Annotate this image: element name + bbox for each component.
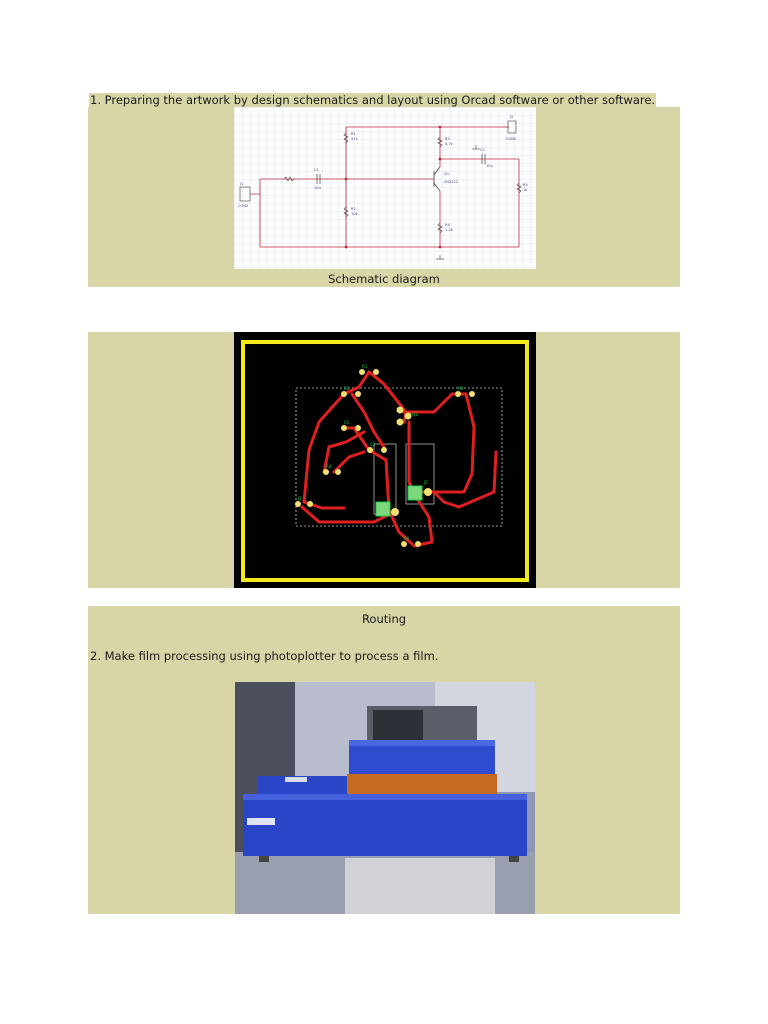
c2-value: 10u — [486, 164, 493, 168]
schematic-diagram — [234, 107, 536, 269]
photoplotter-panel — [88, 606, 680, 914]
pcb-r4-label: R4 — [326, 464, 332, 469]
r5-label: R5 — [523, 183, 528, 187]
j1-label: J1 — [240, 182, 244, 186]
pcb-r5-label: R5 — [404, 536, 410, 541]
r1-label: R1 — [351, 132, 356, 136]
schematic-caption: Schematic diagram — [328, 272, 440, 286]
pcb-c2-label: C2 — [370, 442, 376, 447]
r3-label: R3 — [445, 137, 450, 141]
step-1-label: 1. Preparing the artwork by design schematics and layout using Orcad software or other software. — [90, 93, 656, 107]
step-1-text — [89, 93, 656, 107]
pcb-r2-label: R2 — [344, 386, 350, 391]
c2-label: C2 — [480, 148, 485, 152]
pcb-drawing — [234, 332, 536, 588]
j1-value: CON2 — [238, 204, 249, 208]
j2-value: CON2 — [506, 137, 517, 141]
q1-value: 2N2222 — [444, 180, 459, 184]
pcb-r1-label: R1 — [362, 364, 368, 369]
pcb-j2-label: J2 — [424, 480, 428, 485]
photoplotter-image — [235, 682, 535, 914]
routing-caption: Routing — [361, 612, 407, 626]
r2-value: 10k — [351, 212, 358, 216]
pcb-q1-label: Q1 — [412, 412, 418, 417]
r5-value: 1k — [523, 188, 528, 192]
c1-value: 10u — [314, 186, 321, 190]
schematic-panel — [88, 107, 680, 287]
schematic-drawing — [234, 107, 536, 269]
pcb-r3-label: R3 — [458, 386, 464, 391]
pcb-layout — [234, 332, 536, 588]
step-2-text: 2. Make film processing using photoplotter to process a film. — [90, 649, 439, 663]
r4-label: R4 — [445, 223, 450, 227]
r2-label: R2 — [351, 207, 356, 211]
pcb-c1-label: C1 — [344, 420, 350, 425]
q1-label: Q1 — [444, 172, 450, 176]
r3-value: 4.7k — [445, 142, 453, 146]
c1-label: C1 — [314, 168, 319, 172]
j2-label: J2 — [510, 115, 514, 119]
routing-panel — [88, 332, 680, 588]
photoplotter-photo — [235, 682, 535, 914]
r1-value: 47k — [351, 137, 358, 141]
pcb-j1-label: J1 — [298, 496, 302, 501]
r4-value: 1.2k — [445, 228, 453, 232]
